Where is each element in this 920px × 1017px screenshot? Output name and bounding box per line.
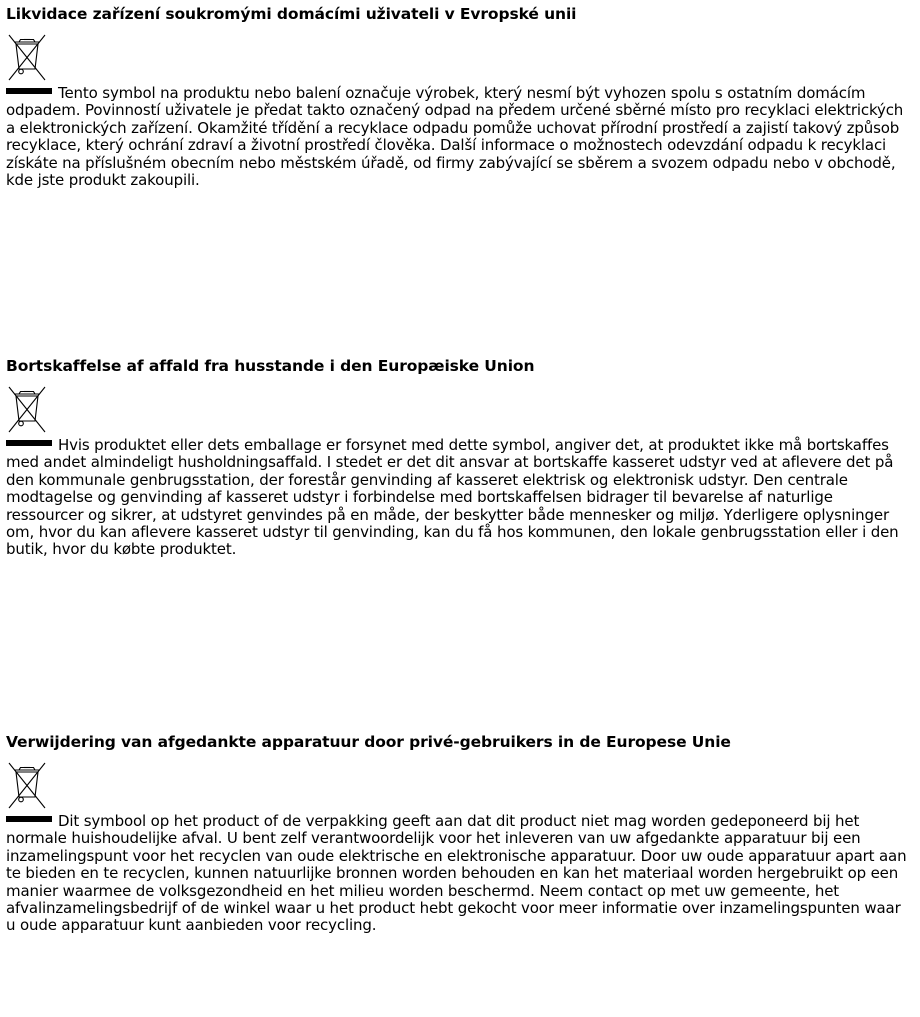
section-title: Verwijdering van afgedankte apparatuur door privé-gebruikers in de Europese Unie — [6, 733, 731, 751]
section-title: Likvidace zařízení soukromými domácími uživateli v Evropské unii — [6, 5, 577, 23]
crossed-out-wheelie-bin-icon — [7, 761, 47, 811]
section-czech — [6, 4, 912, 189]
section-danish — [6, 356, 912, 559]
section-dutch — [6, 732, 912, 935]
section-body-text: Dit symbool op het product of de verpakking geeft aan dat dit product niet mag worden gedeponeerd bij het normale huishoudelijke afval. U bent zelf verantwoordelijk voor het inleveren van uw afgedankte apparatuur bij een inzamelingspunt voor het recyclen van oude elektrische en elektronische apparatuur. Door uw oude apparatuur apart aan te bieden en te recyclen, kunnen natuurlijke bronnen worden behouden en kan het materiaal worden hergebruikt op een manier waarmee de volksgezondheid en het milieu worden beschermd. Neem contact op met uw gemeente, het afvalinzamelingsbedrijf of de winkel waar u het product hebt gekocht voor meer informatie over inzamelingspunten waar u oude apparatuur kunt aanbieden voor recycling. — [6, 812, 907, 935]
black-bar-icon — [6, 88, 52, 94]
black-bar-icon — [6, 440, 52, 446]
crossed-out-wheelie-bin-icon — [7, 33, 47, 83]
section-body-text: Hvis produktet eller dets emballage er forsynet med dette symbol, angiver det, at produktet ikke må bortskaffes med andet almindeligt husholdningsaffald. I stedet er det dit ansvar at bortskaffe kasseret udstyr ved at aflevere det på den kommunale genbrugsstation, der forestår genvinding af kasseret elektrisk og elektronisk udstyr. Den centrale modtagelse og genvinding af kasseret udstyr i forbindelse med bortskaffelsen bidrager til bevarelse af naturlige ressourcer og sikrer, at udstyret genvindes på en måde, der beskytter både mennesker og miljø. Yderligere oplysninger om, hvor du kan aflevere kasseret udstyr til genvinding, kan du få hos kommunen, den lokale genbrugsstation eller i den butik, hvor du købte produktet. — [6, 436, 899, 559]
section-body — [6, 437, 912, 559]
section-body-text: Tento symbol na produktu nebo balení označuje výrobek, který nesmí být vyhozen spolu s ostatním domácím odpadem. Povinností uživatele je předat takto označený odpad na předem určené sběrné místo pro recyklaci elektrických a elektronických zařízení. Okamžité třídění a recyklace odpadu pomůže uchovat přírodní prostředí a zajistí takový způsob recyklace, který ochrání zdraví a životní prostředí člověka. Další informace o možnostech odevzdání odpadu k recyklaci získáte na příslušném obecním nebo městském úřadě, od firmy zabývající se sběrem a svozem odpadu nebo v obchodě, kde jste produkt zakoupili. — [6, 84, 904, 190]
crossed-out-wheelie-bin-icon — [7, 385, 47, 435]
section-body — [6, 85, 912, 189]
black-bar-icon — [6, 816, 52, 822]
section-body — [6, 813, 912, 935]
section-title: Bortskaffelse af affald fra husstande i den Europæiske Union — [6, 357, 535, 375]
